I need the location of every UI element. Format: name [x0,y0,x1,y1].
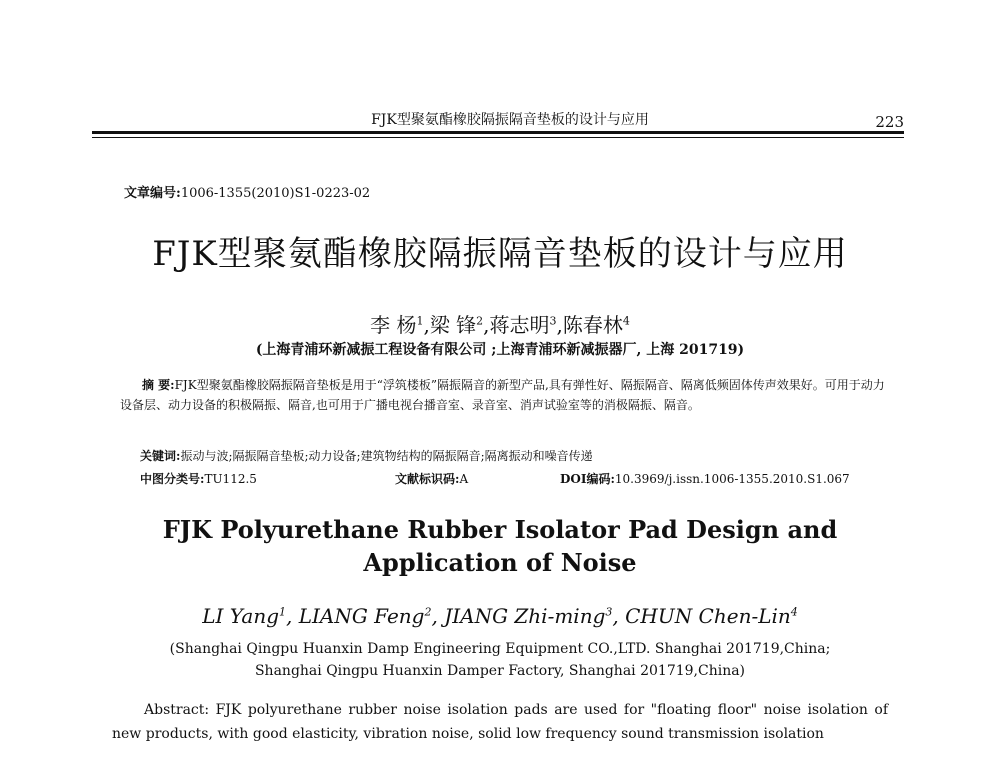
abstract-cn-label: 摘 要: [142,378,175,392]
author-en-name: JIANG Zhi-ming [444,604,606,628]
author-cn-name: 陈春林 [562,313,623,337]
article-id-label: 文章编号: [124,186,181,201]
title-cn: FJK型聚氨酯橡胶隔振隔音垫板的设计与应用 [152,234,848,274]
keywords-cn [140,447,593,464]
author-en-name: CHUN Chen-Lin [625,604,791,628]
affiliation-en-line2: Shanghai Qingpu Huanxin Damper Factory, Shanghai 201719,China) [254,663,746,679]
author-en-mark: 3 [605,605,613,619]
author-cn-mark: 2 [476,314,484,328]
abstract-cn-text: FJK型聚氨酯橡胶隔振隔音垫板是用于“浮筑楼板”隔振隔音的新型产品,具有弹性好、隔振隔音、隔离低频固体传声效果好。可用于动力设备层、动力设备的积极隔振、隔音,也可用于广播电视台播音室、录音室、消声试验室等的消极隔振、隔音。 [120,378,885,412]
page-number: 223 [875,113,904,131]
doi-value: 10.3969/j.issn.1006-1355.2010.S1.067 [614,472,850,486]
doi-label: DOI编码: [560,472,615,486]
article-id-value: 1006-1355(2010)S1-0223-02 [180,186,371,201]
header-rule-thick [92,131,904,134]
classification-line [140,470,900,488]
doc-code-value: A [459,472,469,486]
affiliation-en [120,638,880,682]
keywords-cn-text: 振动与波;隔振隔音垫板;动力设备;建筑物结构的隔振隔音;隔离振动和噪音传递 [180,449,593,463]
author-en-name: LI Yang [202,604,279,628]
affiliation-cn: (上海青浦环新减振工程设备有限公司 ;上海青浦环新减振器厂, 上海 201719) [255,342,745,358]
author-en-name: LIANG Feng [298,604,425,628]
title-en-line2: Application of Noise [363,548,637,577]
author-cn-mark: 1 [416,314,424,328]
author-en-mark: 4 [790,605,798,619]
abstract-en [112,698,888,746]
title-en-line1: FJK Polyurethane Rubber Isolator Pad Design and [162,515,838,544]
abstract-cn [120,375,888,415]
author-en-mark: 2 [424,605,432,619]
author-cn-name: 梁 锋 [429,313,477,337]
author-cn-mark: 4 [622,314,630,328]
abstract-en-text: FJK polyurethane rubber noise isolation pads are used for "floating floor" noise isolation of new products, with good elasticity, vibration noise, solid low frequency sound transmission isolation [112,702,888,742]
authors-cn: 李 杨$^1$,梁 锋$^2$,蒋志明$^3$,陈春林$^4$ [370,313,630,337]
clc-label: 中图分类号: [140,472,205,486]
clc-number [140,470,257,487]
clc-value: TU112.5 [204,472,257,486]
author-cn-name: 蒋志明 [489,313,550,337]
abstract-en-label: Abstract: [144,702,210,718]
doc-code-label: 文献标识码: [395,472,460,486]
title-en [120,513,880,579]
keywords-cn-label: 关键词: [140,449,181,463]
author-cn-name: 李 杨 [370,313,417,337]
authors-en: LI Yang$^1$, LIANG Feng$^2$, JIANG Zhi-ming$^3$, CHUN Chen-Lin$^4$ [202,604,798,628]
author-en-mark: 1 [279,605,286,619]
running-title: FJK型聚氨酯橡胶隔振隔音垫板的设计与应用 [371,112,649,128]
affiliation-en-line1: (Shanghai Qingpu Huanxin Damp Engineering Equipment CO.,LTD. Shanghai 201719,China; [169,641,831,657]
document-code [395,470,468,487]
author-cn-mark: 3 [549,314,557,328]
header-rule-thin [92,137,904,138]
doi [560,470,850,487]
article-id [124,182,370,201]
